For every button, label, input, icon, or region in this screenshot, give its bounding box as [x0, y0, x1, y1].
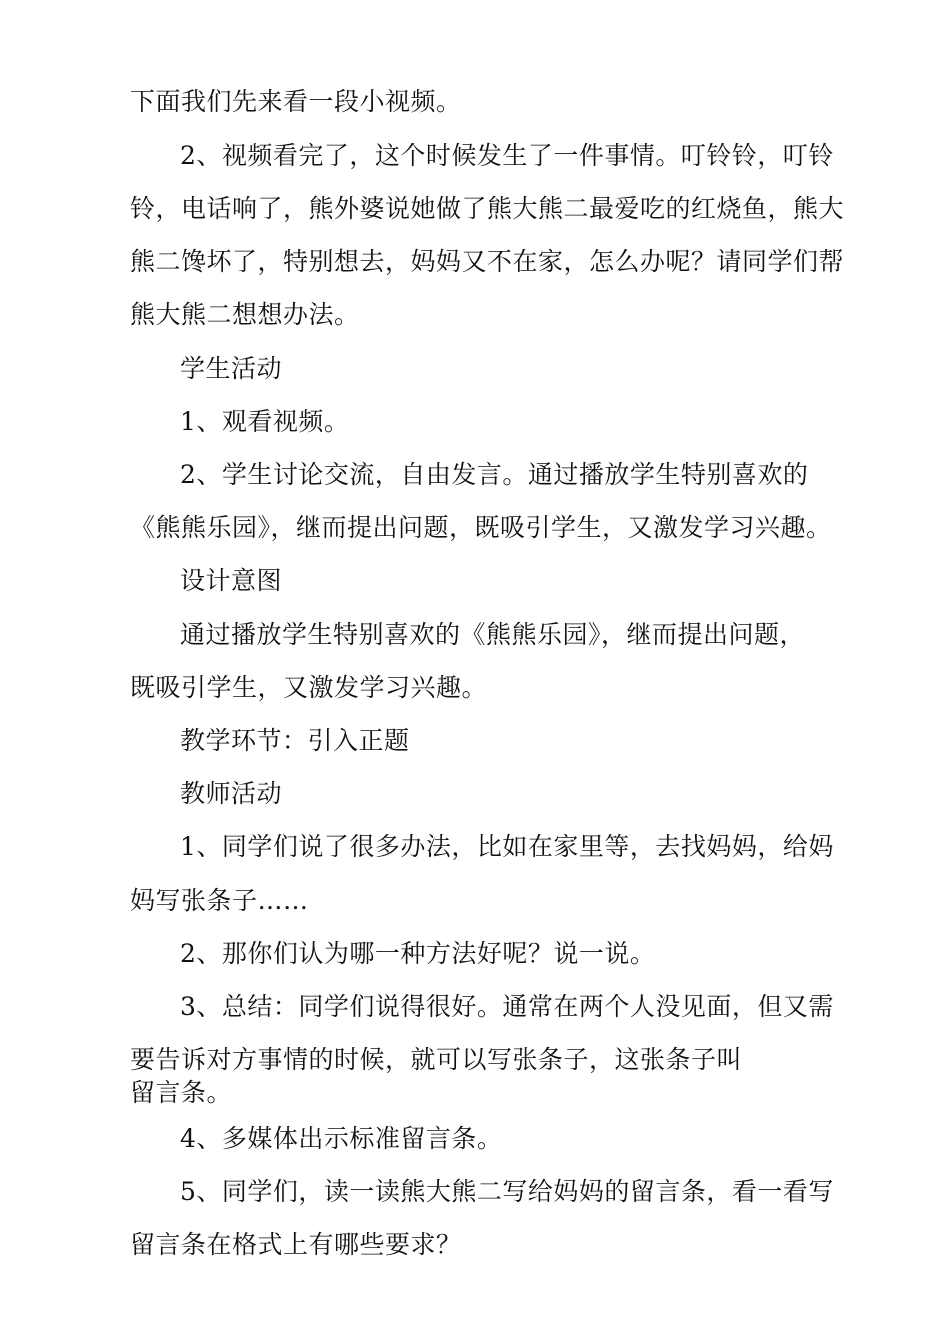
text-line: 3、总结：同学们说得很好。通常在两个人没见面，但又需: [180, 992, 834, 1021]
section-heading: 设计意图: [180, 566, 283, 595]
section-heading: 教学环节：引入正题: [180, 726, 410, 755]
text-line: 2、那你们认为哪一种方法好呢？说一说。: [180, 939, 656, 968]
text-line: 5、同学们，读一读熊大熊二写给妈妈的留言条，看一看写: [180, 1177, 834, 1206]
text-line: 既吸引学生，又激发学习兴趣。: [130, 673, 488, 702]
section-heading: 学生活动: [180, 354, 283, 383]
text-line: 铃，电话响了，熊外婆说她做了熊大熊二最爱吃的红烧鱼，熊大: [130, 194, 845, 223]
text-line: 通过播放学生特别喜欢的《熊熊乐园》，继而提出问题，: [180, 620, 806, 649]
text-line: 妈写张条子……: [130, 886, 309, 915]
text-line: 4、多媒体出示标准留言条。: [180, 1124, 503, 1153]
text-line: 熊二馋坏了，特别想去，妈妈又不在家，怎么办呢？请同学们帮: [130, 247, 845, 276]
text-line: 2、学生讨论交流，自由发言。通过播放学生特别喜欢的: [180, 460, 809, 489]
section-heading: 教师活动: [180, 779, 283, 808]
text-line: 2、视频看完了，这个时候发生了一件事情。叮铃铃，叮铃: [180, 141, 834, 170]
text-line: 留言条。: [130, 1078, 233, 1107]
text-line: 下面我们先来看一段小视频。: [130, 87, 462, 116]
text-line: 1、同学们说了很多办法，比如在家里等，去找妈妈，给妈: [180, 832, 834, 861]
text-line: 1、观看视频。: [180, 407, 350, 436]
text-line: 要告诉对方事情的时候，就可以写张条子，这张条子叫: [130, 1045, 743, 1074]
text-line: 留言条在格式上有哪些要求？: [130, 1230, 462, 1259]
text-line: 熊大熊二想想办法。: [130, 300, 360, 329]
text-line: 《熊熊乐园》，继而提出问题，既吸引学生，又激发学习兴趣。: [130, 513, 832, 542]
